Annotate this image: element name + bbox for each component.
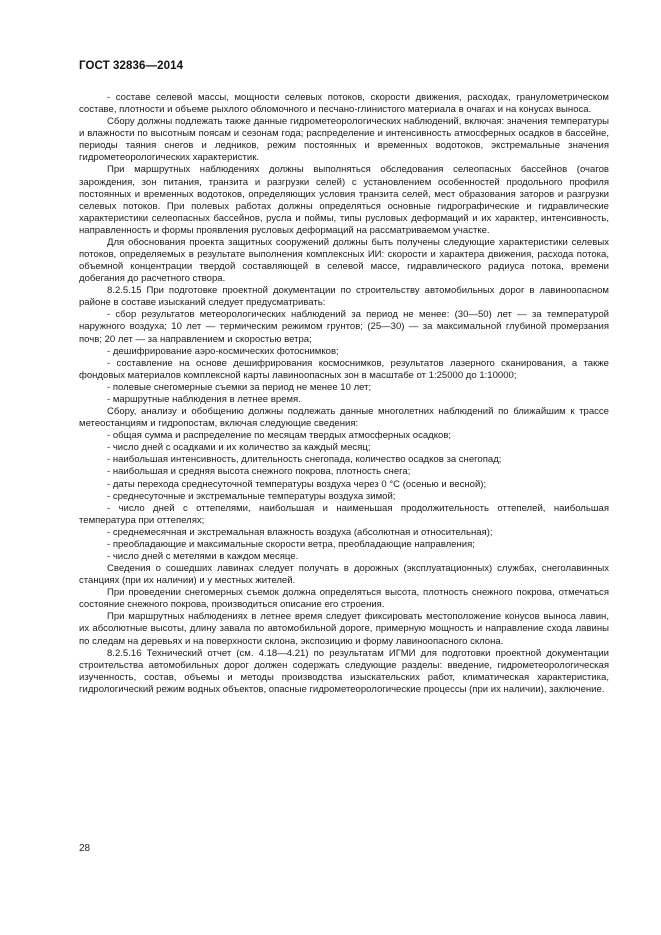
paragraph: - составе селевой массы, мощности селевых потоков, скорости движения, расходах, гранулометрическом составе, плотности и объеме рыхлого обломочного и песчано-глинистого материала в очагах и на конусах выноса. [79,92,609,116]
paragraph: Сбору должны подлежать также данные гидрометеорологических наблюдений, включая: значения температуры и влажности по высотным поясам и сезонам года; распределение и интенсивность атмосферных осадков в бассейне, периоды таяния снегов и ледников, режим постоянных и временных водотоков, экстремальные значения гидрометеорологических характеристик. [79,116,609,164]
list-item: - наибольшая и средняя высота снежного покрова, плотность снега; [107,466,411,478]
paragraph: При маршрутных наблюдениях должны выполняться обследования селеопасных бассейнов (очагов зарождения, зон питания, транзита и разгрузки селей) с установлением особенностей продольного профиля постоянных и временных водотоков, определяющих условия транзита селей, мест образования заторов и разгрузки селевых потоков. При полевых работах должны определяться основные гидрографические и гидравлические характеристики селеопасных бассейнов, русла и поймы, типы русловых деформаций и их характер, интенсивность, направленность и формы проявления русловых деформаций на рассматриваемом участке. [79,164,609,236]
list-item: - дешифрирование аэро-космических фотоснимков; [107,345,339,357]
list-item: - преобладающие и максимальные скорости ветра, преобладающие направления; [107,538,475,550]
list-item: - составление на основе дешифрирования космоснимков, результатов лазерного сканирования, а также фондовых материалов комплексной карты лавиноопасных зон в масштабе от 1:25000 до 1:10000; [79,357,609,381]
page-number: 28 [79,843,91,854]
list-item: - даты перехода среднесуточной температуры воздуха через 0 °С (осенью и весной); [107,478,487,490]
paragraph: Сведения о сошедших лавинах следует получать в дорожных (эксплуатационных) службах, снеголавинных станциях (при их наличии) и у местных жителей. [79,563,609,587]
standard-header: ГОСТ 32836—2014 [79,60,184,72]
list-item: - наибольшая интенсивность, длительность снегопада, количество осадков за снегопад; [107,454,502,466]
list-item: - сбор результатов метеорологических наблюдений за период не менее: (30—50) лет — за температурой наружного воздуха; 10 лет — термическим режимом грунтов; (25—30) — за максимальной глубиной промерзания почв; 20 лет — за направлением и скоростью ветра; [79,309,609,345]
list-item: - число дней с метелями в каждом месяце. [107,550,299,562]
section-8-2-5-15: 8.2.5.15 При подготовке проектной документации по строительству автомобильных дорог в лавиноопасном районе в составе изысканий следует предусматривать: [79,285,609,309]
list-item: - общая сумма и распределение по месяцам твердых атмосферных осадков; [107,430,452,442]
paragraph: При проведении снегомерных съемок должна определяться высота, плотность снежного покрова, отмечаться состояние снежного покрова, производиться описание его строения. [79,587,609,611]
body-text [79,92,609,696]
list-item: - среднемесячная и экстремальная влажность воздуха (абсолютная и относительная); [107,526,493,538]
list-item: - число дней с оттепелями, наибольшая и наименьшая продолжительность оттепелей, наибольшая температура при оттепелях; [79,502,609,526]
list-item: - среднесуточные и экстремальные температуры воздуха зимой; [107,490,396,502]
list-item: - число дней с осадками и их количество за каждый месяц; [107,442,371,454]
paragraph: Сбору, анализу и обобщению должны подлежать данные многолетних наблюдений по ближайшим к трассе метеостанциям и гидропостам, включая следующие сведения: [79,406,609,430]
list-item: - маршрутные наблюдения в летнее время. [107,393,301,405]
section-8-2-5-16: 8.2.5.16 Технический отчет (см. 4.18—4.21) по результатам ИГМИ для подготовки проектной документации строительства автомобильных дорог должен содержать следующие разделы: введение, гидрометеорологическая изученность, состав, объемы и методы производства изыскательских работ, климатическая характеристика, гидрологический режим водных объектов, опасные гидрометеорологические процессы (при их наличии), заключение. [79,647,609,695]
paragraph: При маршрутных наблюдениях в летнее время следует фиксировать местоположение конусов выноса лавин, их абсолютные высоты, длину завала по автомобильной дороге, примерную мощность и направление схода лавины по следам на деревьях и на поверхности склона, экспозицию и форму лавиноопасного склона. [79,611,609,647]
list-item: - полевые снегомерные съемки за период не менее 10 лет; [107,381,372,393]
paragraph: Для обоснования проекта защитных сооружений должны быть получены следующие характеристики селевых потоков, определяемых в результате выполнения комплексных ИИ: скорости и характера движения, расхода потока, объемной концентрации твердой составляющей в селевой массе, гидравлического радиуса потока, времени добегания до расчетного створа. [79,236,609,285]
